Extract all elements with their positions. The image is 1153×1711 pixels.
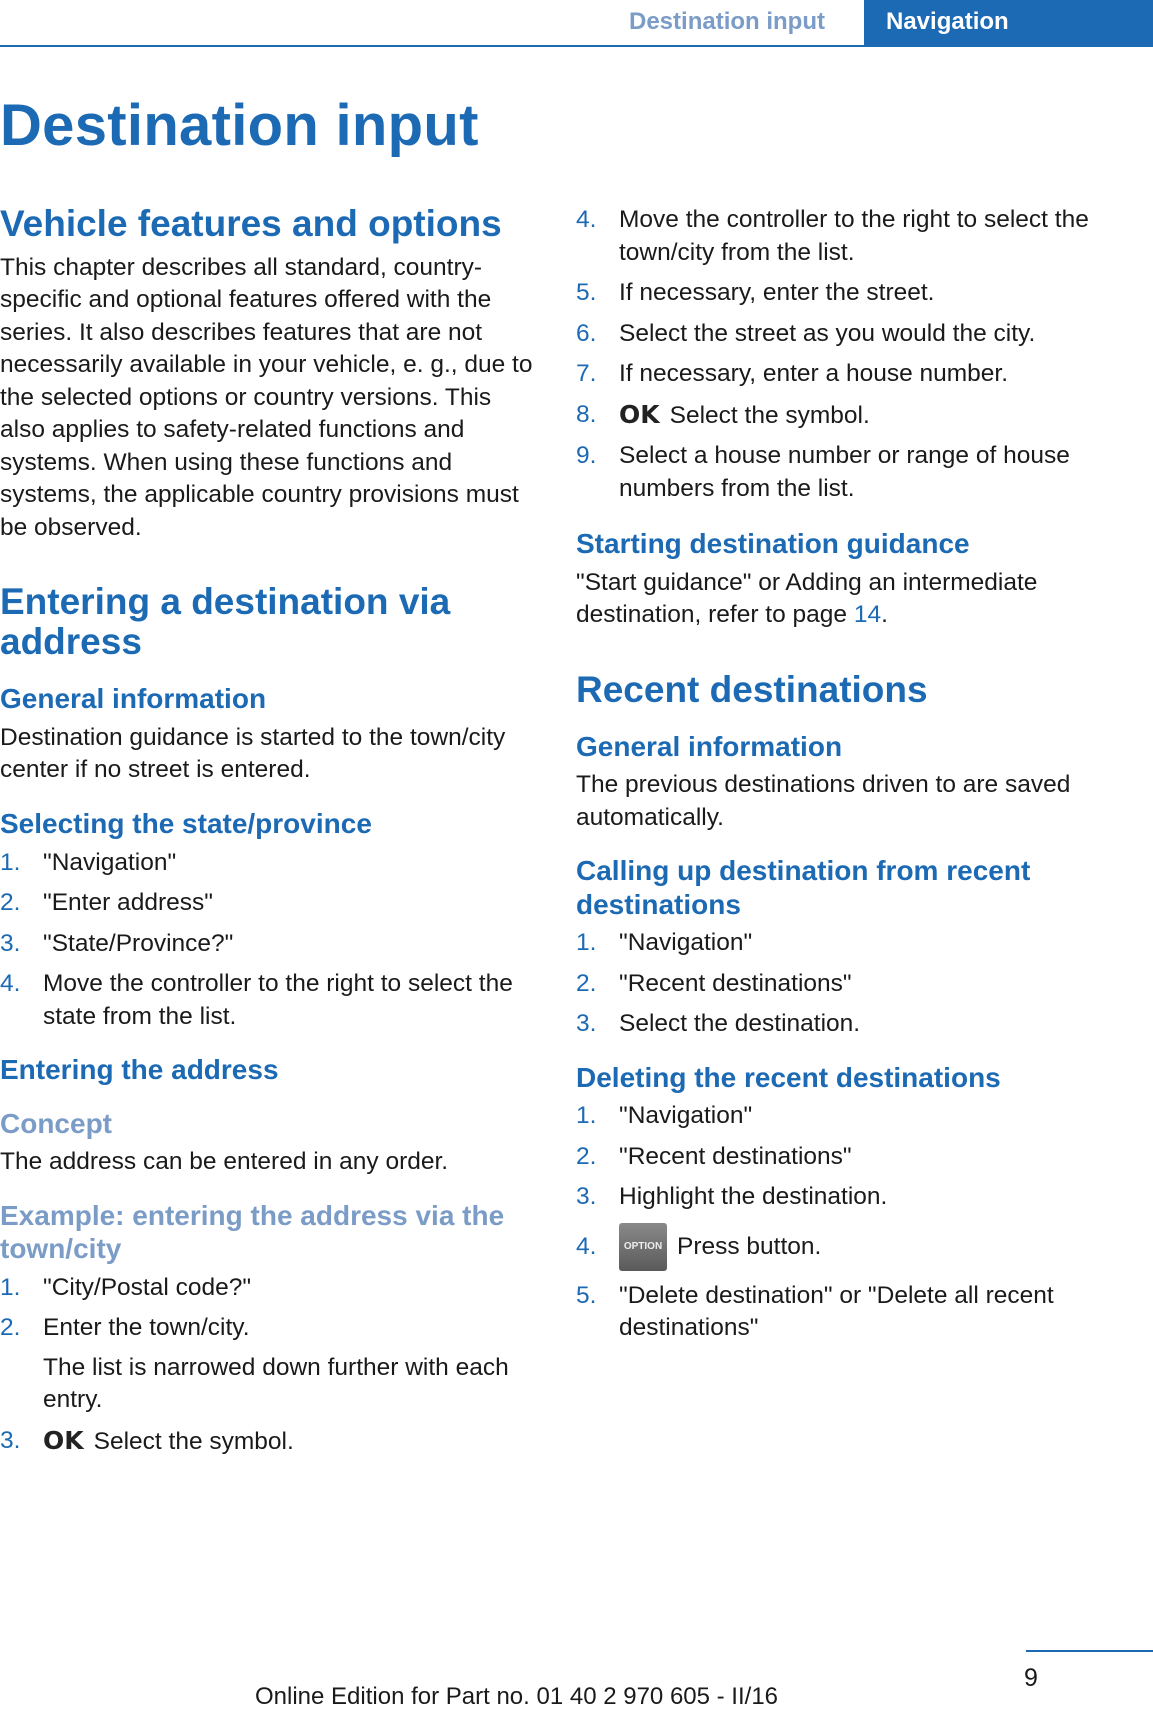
step-note: The list is narrowed down further with each entry.	[43, 1353, 509, 1414]
deleting-steps-list	[576, 1100, 1106, 1345]
footer-divider	[1026, 1650, 1153, 1652]
page-header	[0, 0, 1153, 48]
breadcrumb-destination-input[interactable]: Destination input	[629, 8, 825, 35]
recent-general-info-heading: General information	[576, 730, 843, 762]
list-item: 4. Move the controller to the right to select the town/city from the list.	[576, 206, 1089, 266]
page-title: Destination input	[0, 93, 479, 158]
concept-heading: Concept	[0, 1107, 112, 1139]
right-column	[576, 204, 1106, 1353]
list-item: 7. If necessary, enter a house number.	[576, 360, 1009, 387]
list-item: 2. "Enter address"	[0, 889, 213, 917]
page-number: 9	[1024, 1664, 1038, 1692]
example-steps-list	[0, 1272, 540, 1459]
example-heading: Example: entering the address via the town/city	[0, 1199, 505, 1265]
general-info-text: Destination guidance is started to the town/city center if no street is entered.	[0, 723, 506, 784]
recent-general-info-text: The previous destinations driven to are saved automatically.	[576, 771, 1071, 831]
deleting-heading: Deleting the recent destinations	[576, 1061, 1001, 1093]
option-button-icon: OPTION	[619, 1223, 667, 1271]
list-item: 8. OK Select the symbol.	[576, 399, 1106, 433]
vehicle-features-heading: Vehicle features and options	[0, 203, 502, 244]
list-item: 4. Move the controller to the right to select the state from the list.	[0, 970, 513, 1030]
ok-icon: OK	[619, 399, 660, 429]
list-item: 1. "City/Postal code?"	[0, 1273, 252, 1301]
state-heading: Selecting the state/province	[0, 807, 372, 839]
calling-up-heading: Calling up destination from recent destinations	[576, 855, 1031, 920]
list-item: 4. OPTION Press button.	[576, 1222, 1106, 1272]
edition-footer: Online Edition for Part no. 01 40 2 970 605 - II/16	[255, 1683, 779, 1710]
ok-icon: OK	[43, 1425, 84, 1455]
vehicle-features-text: This chapter describes all standard, country-specific and optional features offered with the series. It also describes features that are not necessarily available in your vehicle, e. g., due to the selected options or country versions. This also applies to safety-related functions and systems. When using these functions and systems, the applicable country provisions must be observed.	[0, 253, 533, 541]
list-item: 3. Highlight the destination.	[576, 1183, 888, 1211]
header-divider	[0, 45, 1153, 47]
list-item: 2. "Recent destinations"	[576, 969, 852, 997]
list-item: 3. "State/Province?"	[0, 929, 234, 957]
list-item: 5. "Delete destination" or "Delete all recent destinations"	[576, 1281, 1054, 1342]
calling-steps-list	[576, 927, 1106, 1041]
list-item: 1. "Navigation"	[576, 929, 753, 957]
left-column	[0, 204, 540, 1466]
list-item: 3. OK Select the symbol.	[0, 1425, 540, 1459]
list-item: 5. If necessary, enter the street.	[576, 279, 935, 306]
list-item: 3. Select the destination.	[576, 1010, 861, 1038]
starting-guidance-text: "Start guidance" or Adding an intermediate destination, refer to page 14.	[576, 568, 1038, 629]
concept-text: The address can be entered in any order.	[0, 1148, 449, 1176]
list-item: 1. "Navigation"	[0, 848, 177, 876]
general-info-heading: General information	[0, 683, 267, 715]
entering-address-heading: Entering the address	[0, 1054, 279, 1086]
list-item: 9. Select a house number or range of house numbers from the list.	[576, 442, 1070, 502]
page-reference-link[interactable]: 14	[853, 601, 882, 629]
address-heading: Entering a destination via address	[0, 581, 451, 663]
example-steps-continued-list	[576, 204, 1106, 505]
list-item: 1. "Navigation"	[576, 1102, 753, 1130]
list-item: 6. Select the street as you would the city.	[576, 319, 1036, 347]
recent-destinations-heading: Recent destinations	[576, 668, 928, 710]
starting-guidance-heading: Starting destination guidance	[576, 528, 970, 559]
list-item: 2. Enter the town/city. The list is narrowed down further with each entry.	[0, 1312, 540, 1417]
state-steps-list	[0, 847, 540, 1034]
breadcrumb-navigation[interactable]: Navigation	[864, 0, 1153, 46]
list-item: 2. "Recent destinations"	[576, 1142, 852, 1170]
